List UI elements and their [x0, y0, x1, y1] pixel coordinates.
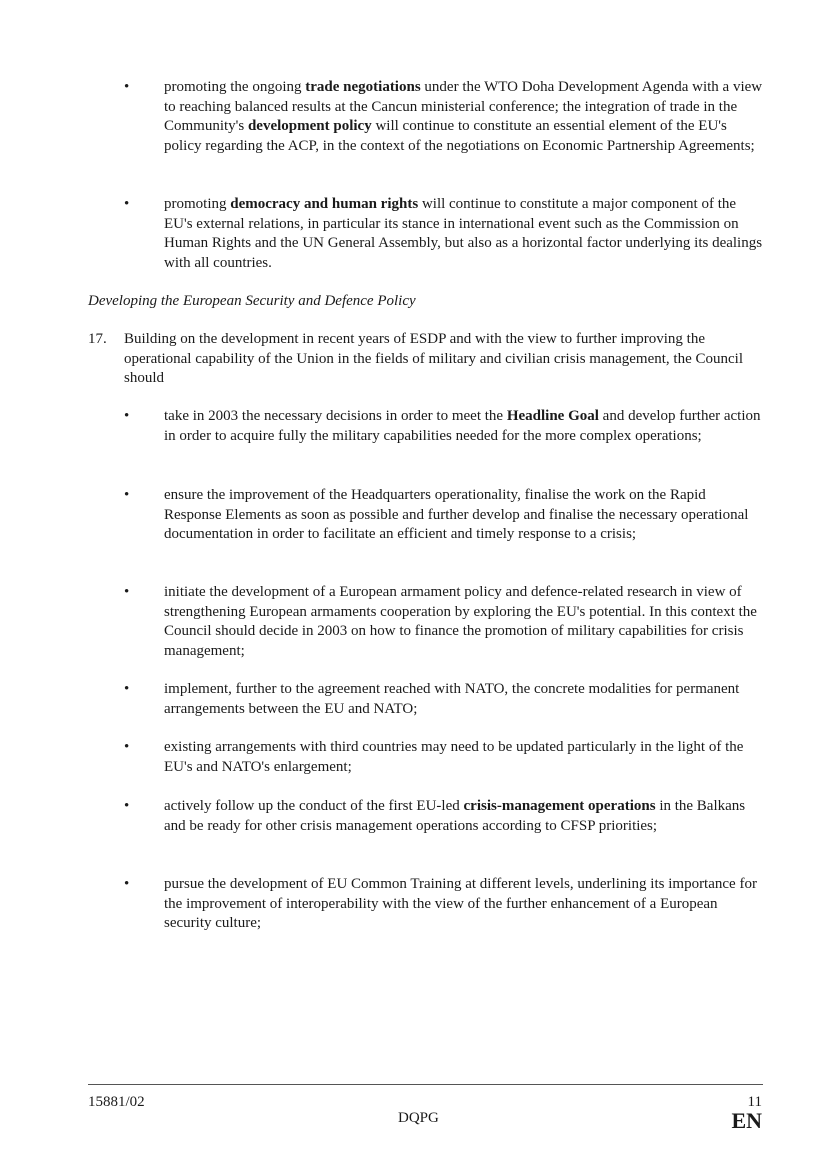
text-segment: promoting the ongoing	[164, 79, 306, 95]
text-segment: ensure the improvement of the Headquarters operationality, finalise the work on the Rapid Response Elements as soon as possible and further develop and finalise the necessary operational documentation in order to facilitate an efficient and timely response to a crisis;	[164, 487, 749, 542]
bullet-item	[124, 486, 764, 545]
bullet-dot-icon: •	[124, 739, 130, 755]
bullet-text	[164, 738, 764, 777]
text-segment: and develop further action in order to acquire fully the military capabilities needed for the more complex operations;	[164, 408, 761, 444]
text-segment: will continue to constitute a major component of the EU's external relations, in particular its stance in international event such as the Commission on Human Rights and the UN General Assembly, but also as a horizontal factor underlying its dealings with all countries.	[164, 196, 763, 271]
bullet-item	[124, 797, 764, 836]
bullet-dot-icon: •	[124, 798, 130, 814]
section-heading: Developing the European Security and Defence Policy	[88, 293, 416, 309]
language-code: EN	[731, 1108, 762, 1133]
page-number: 11	[747, 1094, 762, 1110]
bold-phrase: crisis-management operations	[463, 798, 656, 814]
bullet-dot-icon: •	[124, 408, 130, 424]
bullet-dot-icon: •	[124, 196, 130, 212]
text-segment: existing arrangements with third countries may need to be updated particularly in the light of the EU's and NATO's enlargement;	[164, 739, 744, 775]
paragraph-text: Building on the development in recent years of ESDP and with the view to further improving the operational capability of the Union in the fields of military and civilian crisis management, the Council should	[124, 331, 743, 386]
bullet-item	[124, 583, 764, 661]
bullet-text	[164, 583, 764, 661]
bold-phrase: trade negotiations	[305, 79, 421, 95]
department-code: DQPG	[398, 1110, 439, 1126]
text-segment: pursue the development of EU Common Training at different levels, underlining its importance for the improvement of interoperability with the view of the further enhancement of a European security culture;	[164, 876, 757, 931]
text-segment: initiate the development of a European armament policy and defence-related research in view of strengthening European armaments cooperation by exploring the EU's potential. In this context the Council should decide in 2003 on how to finance the promotion of military capabilities for crisis management;	[164, 584, 757, 659]
bullet-item	[124, 78, 764, 156]
bullet-text	[164, 78, 764, 156]
bullet-item	[124, 680, 764, 719]
text-segment: take in 2003 the necessary decisions in order to meet the	[164, 408, 507, 424]
bullet-text	[164, 407, 764, 446]
bullet-dot-icon: •	[124, 79, 130, 95]
paragraph-number: 17.	[88, 331, 107, 347]
bullet-item	[124, 195, 764, 273]
bullet-text	[164, 195, 764, 273]
bold-phrase: democracy and human rights	[230, 196, 419, 212]
bullet-dot-icon: •	[124, 876, 130, 892]
bullet-item	[124, 738, 764, 777]
text-segment: actively follow up the conduct of the first EU-led	[164, 798, 464, 814]
bullet-dot-icon: •	[124, 584, 130, 600]
bold-phrase: Headline Goal	[506, 408, 599, 424]
text-segment: in the Balkans and be ready for other crisis management operations according to CFSP priorities;	[164, 798, 746, 834]
bullet-item	[124, 407, 764, 446]
bullet-dot-icon: •	[124, 487, 130, 503]
document-number: 15881/02	[88, 1094, 145, 1110]
bullet-text	[164, 875, 764, 934]
bold-phrase: development policy	[247, 118, 372, 134]
footer-divider	[88, 1084, 763, 1085]
bullet-dot-icon: •	[124, 681, 130, 697]
bullet-text	[164, 680, 764, 719]
text-segment: will continue to constitute an essential element of the EU's policy regarding the ACP, in the context of the negotiations on Economic Partnership Agreements;	[164, 118, 755, 154]
bullet-item	[124, 875, 764, 934]
text-segment: under the WTO Doha Development Agenda with a view to reaching balanced results at the Cancun ministerial conference; the integration of trade in the Community's	[164, 79, 763, 134]
bullet-text	[164, 797, 764, 836]
text-segment: implement, further to the agreement reached with NATO, the concrete modalities for permanent arrangements between the EU and NATO;	[164, 681, 740, 717]
text-segment: promoting	[164, 196, 231, 212]
bullet-text	[164, 486, 764, 545]
